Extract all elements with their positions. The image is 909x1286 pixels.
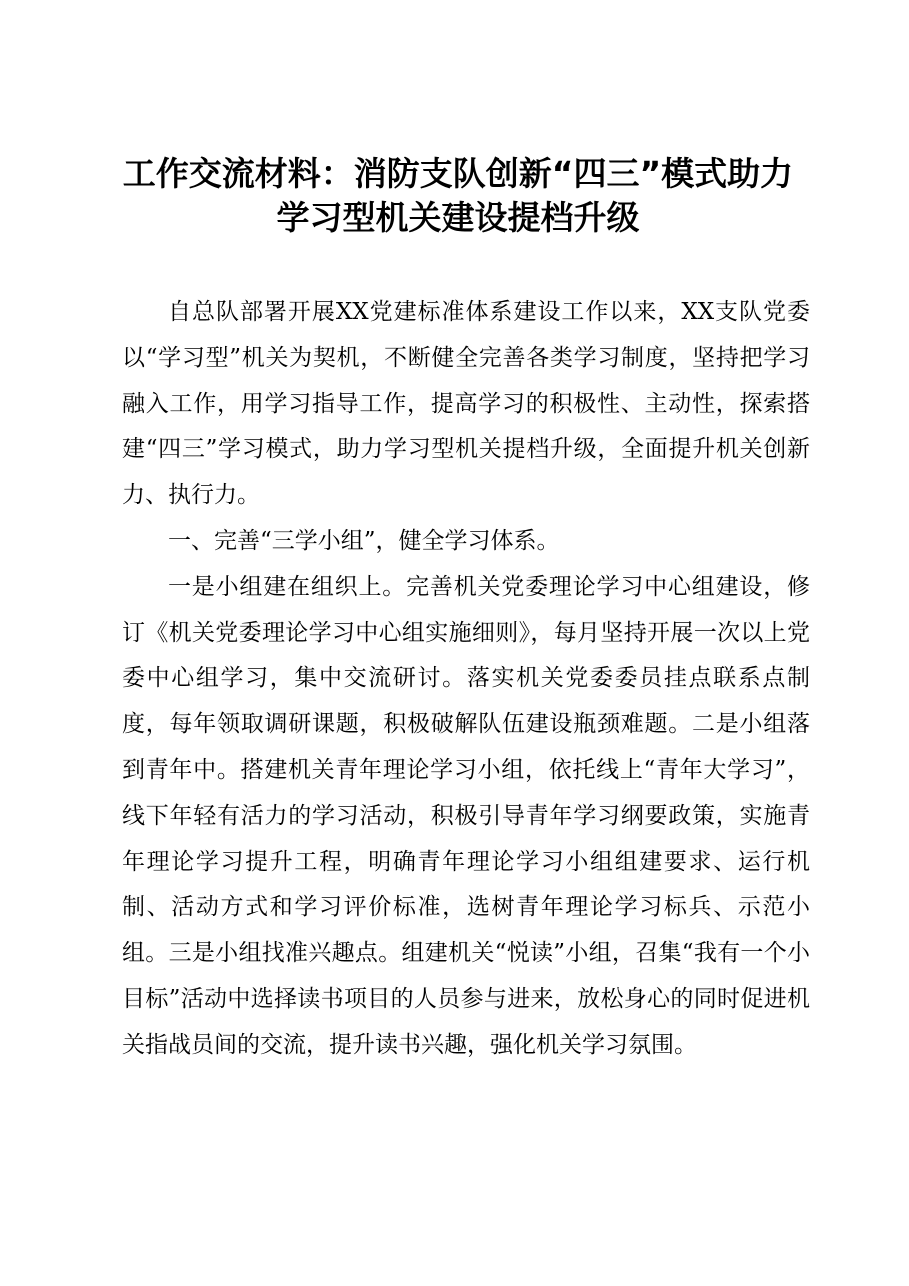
intro-paragraph: 自总队部署开展XX党建标准体系建设工作以来，XX支队党委以“学习型”机关为契机，不断健全完善各类学习制度，坚持把学习融入工作，用学习指导工作，提高学习的积极性、主动性，探索搭建“四三”学习模式，助力学习型机关提档升级，全面提升机关创新力、执行力。 [122, 299, 810, 509]
section-1-paragraph: 一是小组建在组织上。完善机关党委理论学习中心组建设，修订《机关党委理论学习中心组实施细则》，每月坚持开展一次以上党委中心组学习，集中交流研讨。落实机关党委委员挂点联系点制度，每年领取调研课题，积极破解队伍建设瓶颈难题。二是小组落到青年中。搭建机关青年理论学习小组，依托线上“青年大学习”，线下年轻有活力的学习活动，积极引导青年学习纲要政策，实施青年理论学习提升工程，明确青年理论学习小组组建要求、运行机制、活动方式和学习评价标准，选树青年理论学习标兵、示范小组。三是小组找准兴趣点。组建机关“悦读”小组，召集“我有一个小目标”活动中选择读书项目的人员参与进来，放松身心的同时促进机关指战员间的交流，提升读书兴趣，强化机关学习氛围。 [122, 573, 810, 1058]
title-line-2: 学习型机关建设提档升级 [276, 198, 640, 237]
title-line-1: 工作交流材料：消防支队创新“四三”模式助力 [122, 154, 794, 193]
document-title [108, 152, 808, 240]
document-body [122, 290, 810, 1069]
section-heading-1: 一、完善“三学小组”，健全学习体系。 [168, 527, 560, 554]
